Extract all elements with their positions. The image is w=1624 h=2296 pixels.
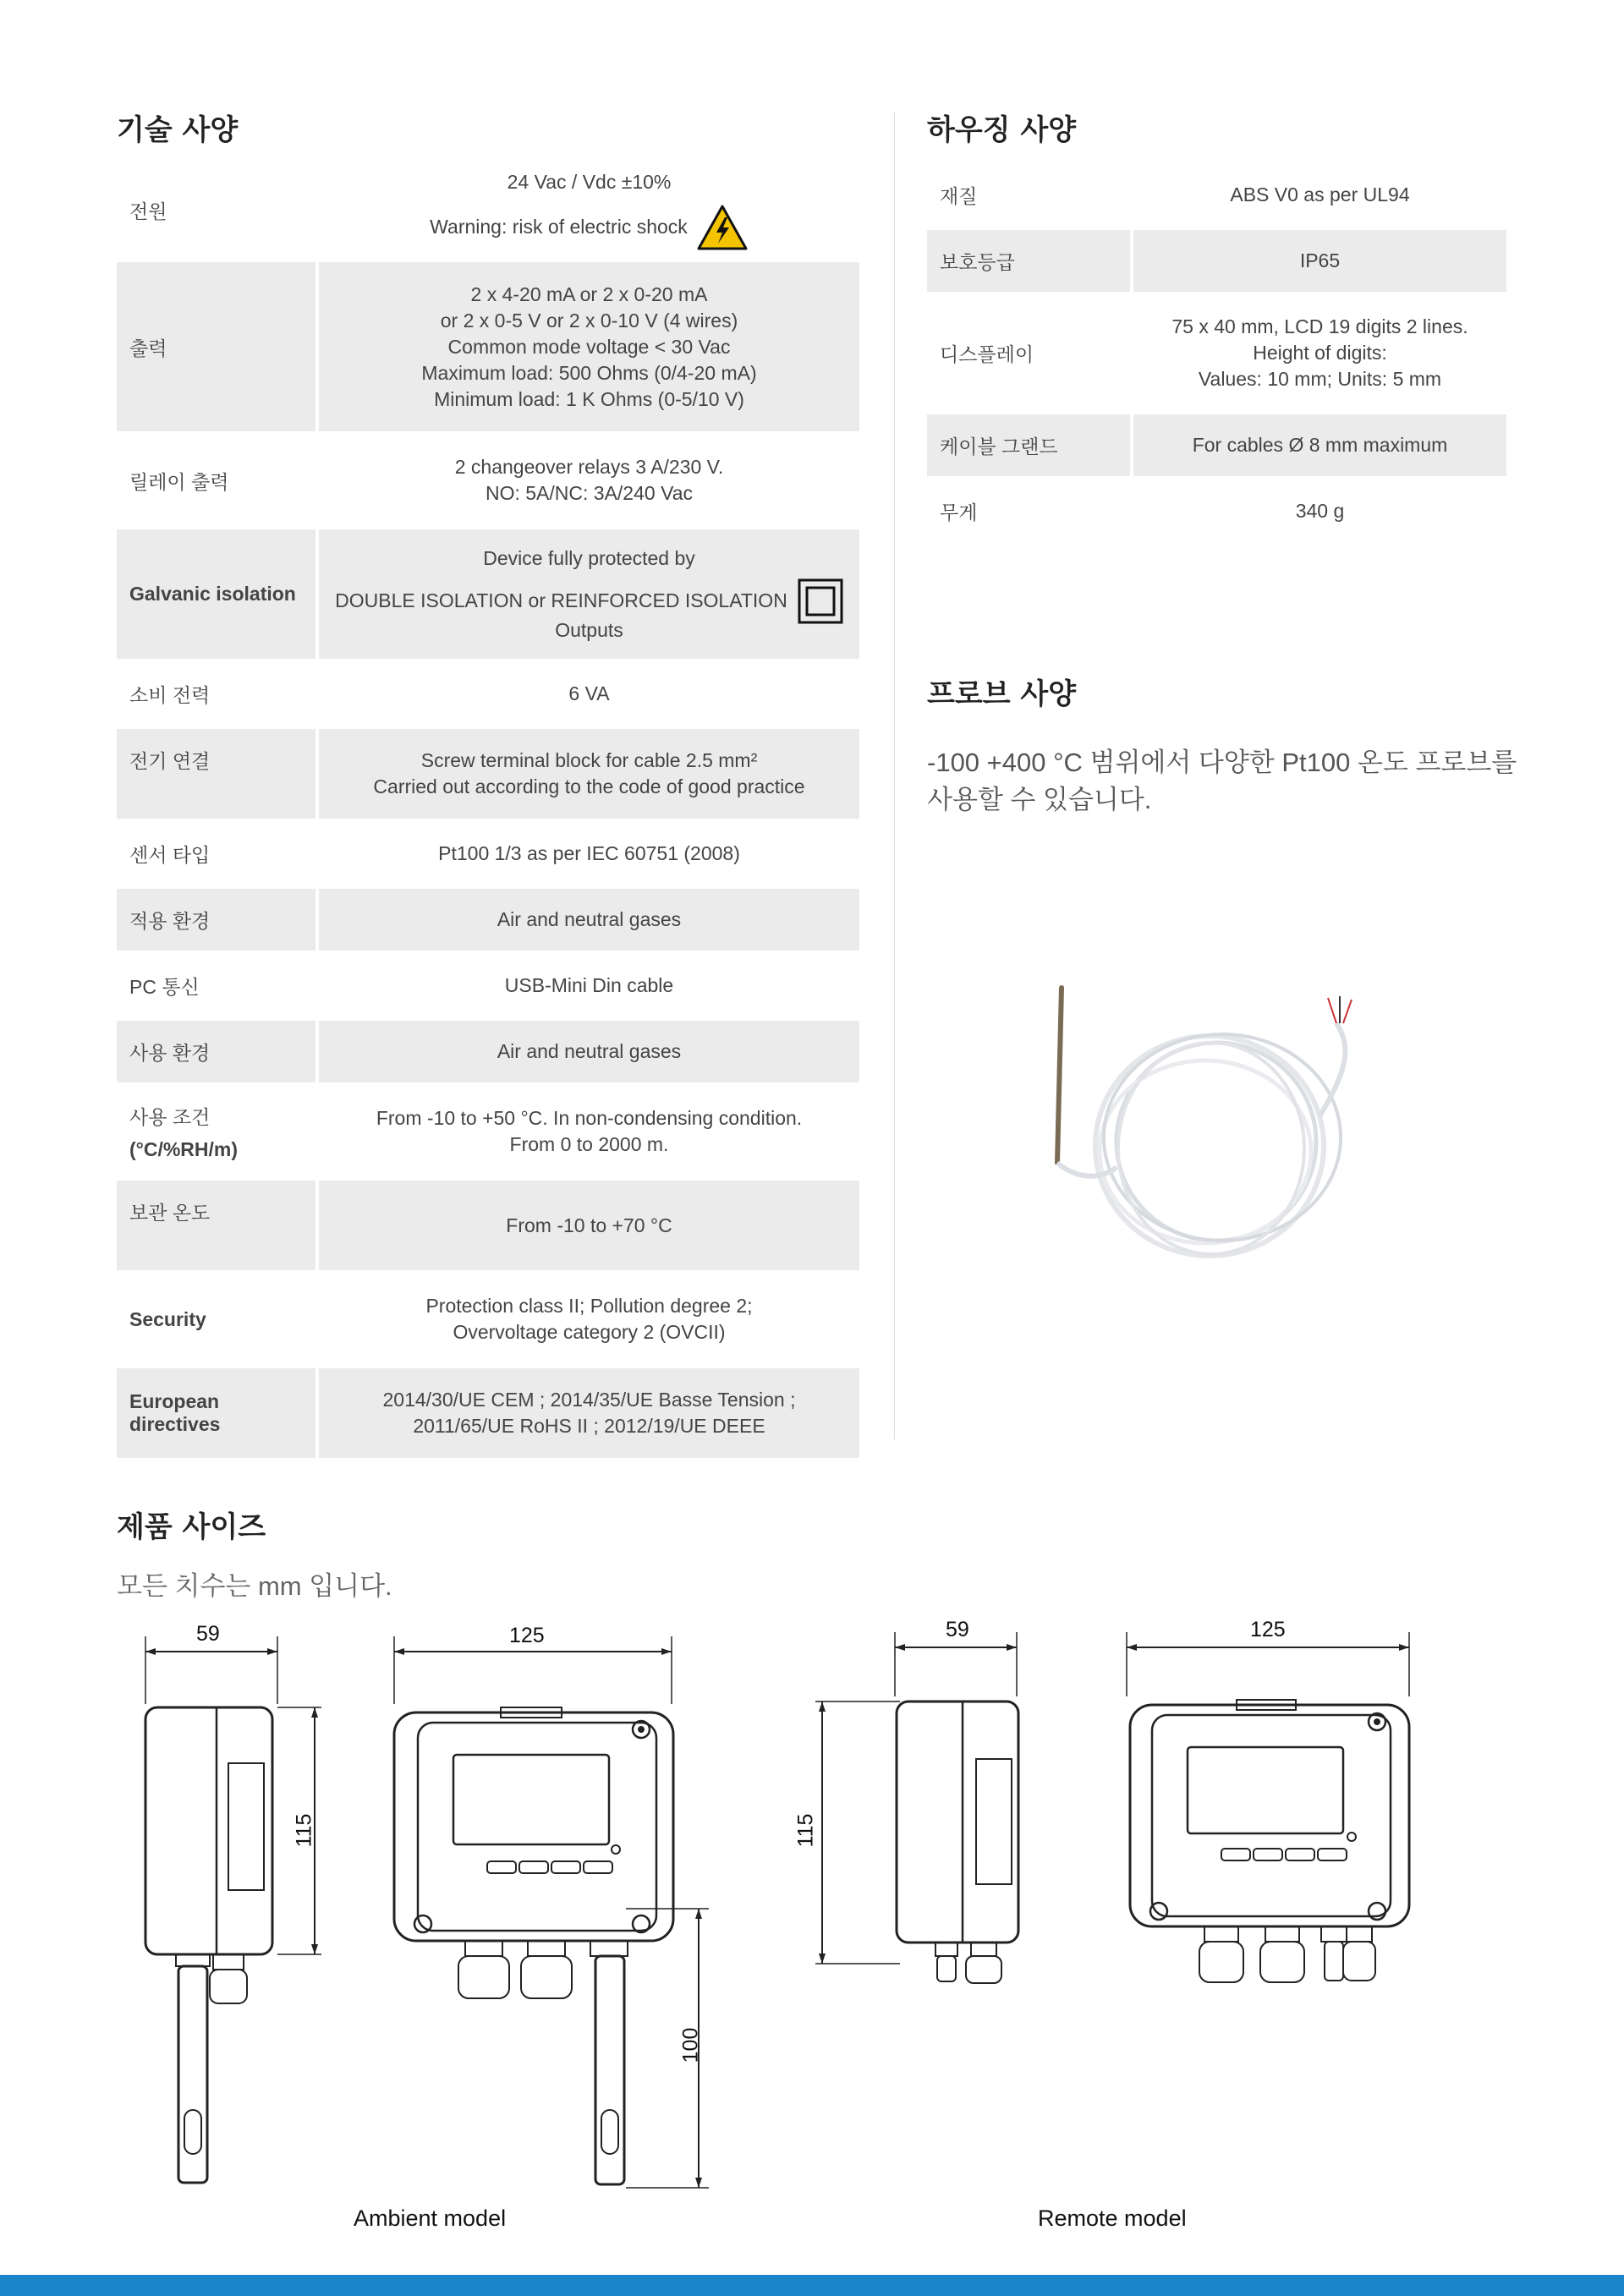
spec-label: 재질 <box>940 185 978 207</box>
spec-value: 75 x 40 mm, LCD 19 digits 2 lines. <box>1171 315 1468 337</box>
ambient-side-width-dim: 59 <box>196 1622 220 1646</box>
remote-height-dim: 115 <box>793 1813 818 1848</box>
spec-value: IP65 <box>1299 249 1341 271</box>
footer-accent-bar <box>0 2275 1624 2296</box>
spec-value: Air and neutral gases <box>497 1040 682 1062</box>
spec-value: Pt100 1/3 as per IEC 60751 (2008) <box>438 842 740 864</box>
spec-value: From -10 to +70 °C <box>506 1214 672 1236</box>
spec-label: 보호등급 <box>927 230 1130 292</box>
tech-specs-title: 기술 사양 <box>117 113 239 147</box>
table-row <box>117 729 859 819</box>
table-row <box>117 1368 859 1458</box>
table-row <box>117 823 859 885</box>
spec-label: PC 통신 <box>129 976 200 998</box>
remote-front-view-drawing <box>1122 1632 1418 1987</box>
spec-value: Common mode voltage < 30 Vac <box>447 335 731 358</box>
spec-value: Maximum load: 500 Ohms (0/4-20 mA) <box>421 361 757 384</box>
table-row <box>927 296 1506 410</box>
table-row <box>117 889 859 951</box>
spec-value: 2014/30/UE CEM ; 2014/35/UE Basse Tension ; <box>382 1389 796 1411</box>
spec-value: Device fully protected by <box>483 546 695 569</box>
ambient-front-view-drawing <box>387 1636 726 2211</box>
product-size-title: 제품 사이즈 <box>117 1510 266 1544</box>
spec-value: Screw terminal block for cable 2.5 mm² <box>420 749 758 771</box>
electric-shock-warning-icon <box>696 204 749 251</box>
remote-front-width-dim: 125 <box>1250 1618 1286 1641</box>
spec-value: Minimum load: 1 K Ohms (0-5/10 V) <box>434 387 744 410</box>
spec-label-unit: (°C/%RH/m) <box>129 1138 239 1160</box>
spec-label: 전원 <box>129 200 167 222</box>
column-divider <box>894 112 895 1439</box>
ambient-front-width-dim: 125 <box>509 1624 545 1647</box>
housing-specs-table <box>927 160 1506 546</box>
table-row <box>927 164 1506 226</box>
remote-side-view-drawing <box>810 1632 1030 1987</box>
spec-value: 2 x 4-20 mA or 2 x 0-20 mA <box>470 282 708 305</box>
spec-label: European directives <box>117 1368 315 1458</box>
table-row <box>117 1181 859 1270</box>
spec-warning-text: Warning: risk of electric shock <box>430 216 688 238</box>
spec-value: Protection class II; Pollution degree 2; <box>425 1295 753 1317</box>
table-row <box>117 1087 859 1176</box>
probe-specs-text: -100 +400 °C 범위에서 다양한 Pt100 온도 프로브를 사용할 수 있습니다. <box>927 748 1517 814</box>
product-size-note: 모든 치수는 mm 입니다. <box>117 1571 392 1601</box>
spec-label: 센서 타입 <box>129 844 211 866</box>
ambient-height-dim: 115 <box>292 1813 316 1848</box>
spec-label: 출력 <box>117 262 315 431</box>
table-row <box>117 529 859 659</box>
spec-label: 릴레이 출력 <box>129 470 229 493</box>
tech-specs-table <box>117 157 859 1462</box>
table-row <box>927 414 1506 476</box>
spec-value: Values: 10 mm; Units: 5 mm <box>1198 368 1442 390</box>
probe-specs-title: 프로브 사양 <box>927 677 1077 711</box>
spec-label: 무게 <box>940 501 978 523</box>
spec-label: 케이블 그랜드 <box>927 414 1130 476</box>
table-row <box>117 1021 859 1082</box>
spec-value: ABS V0 as per UL94 <box>1230 184 1410 205</box>
spec-label: 사용 조건 <box>129 1106 211 1128</box>
spec-value: DOUBLE ISOLATION or REINFORCED ISOLATION <box>335 589 787 611</box>
spec-label: 디스플레이 <box>940 343 1034 365</box>
ambient-model-caption: Ambient model <box>354 2206 507 2231</box>
spec-value: NO: 5A/NC: 3A/240 Vac <box>485 482 693 504</box>
spec-value: From 0 to 2000 m. <box>509 1133 669 1155</box>
housing-specs-title: 하우징 사양 <box>927 113 1077 147</box>
remote-side-width-dim: 59 <box>946 1618 969 1641</box>
table-row <box>927 480 1506 542</box>
table-row <box>117 955 859 1016</box>
table-row <box>927 230 1506 292</box>
ambient-side-view-drawing <box>135 1636 338 2211</box>
spec-value: Outputs <box>555 618 623 641</box>
spec-label: 전기 연결 <box>117 729 315 819</box>
spec-label: Galvanic isolation <box>117 529 315 659</box>
spec-label: Security <box>129 1307 206 1330</box>
spec-value: Height of digits: <box>1253 342 1387 364</box>
spec-value: For cables Ø 8 mm maximum <box>1192 434 1448 456</box>
spec-value: 2 changeover relays 3 A/230 V. <box>454 456 724 478</box>
spec-value: From -10 to +50 °C. In non-condensing condition. <box>376 1107 803 1129</box>
spec-value: 6 VA <box>568 682 610 704</box>
spec-value: Air and neutral gases <box>497 908 682 930</box>
spec-label: 보관 온도 <box>117 1181 315 1270</box>
table-row <box>117 262 859 431</box>
spec-value: 340 g <box>1295 500 1345 522</box>
table-row <box>117 162 859 258</box>
spec-label: 사용 환경 <box>117 1021 315 1082</box>
spec-value: or 2 x 0-5 V or 2 x 0-10 V (4 wires) <box>440 309 738 332</box>
spec-value: Overvoltage category 2 (OVCII) <box>453 1321 726 1343</box>
double-isolation-icon <box>798 578 843 624</box>
spec-value: USB-Mini Din cable <box>504 974 674 996</box>
spec-label: 소비 전력 <box>129 684 211 706</box>
spec-value: Carried out according to the code of good practice <box>373 775 805 797</box>
spec-label: 적용 환경 <box>117 889 315 951</box>
remote-model-caption: Remote model <box>1038 2206 1187 2231</box>
table-row <box>117 436 859 525</box>
spec-value: 2011/65/UE RoHS II ; 2012/19/UE DEEE <box>413 1415 765 1437</box>
ambient-probe-length-dim: 100 <box>678 2027 703 2063</box>
table-row <box>117 663 859 725</box>
pt100-probe-image <box>1015 973 1489 1285</box>
table-row <box>117 1274 859 1364</box>
spec-value: 24 Vac / Vdc ±10% <box>507 170 672 193</box>
